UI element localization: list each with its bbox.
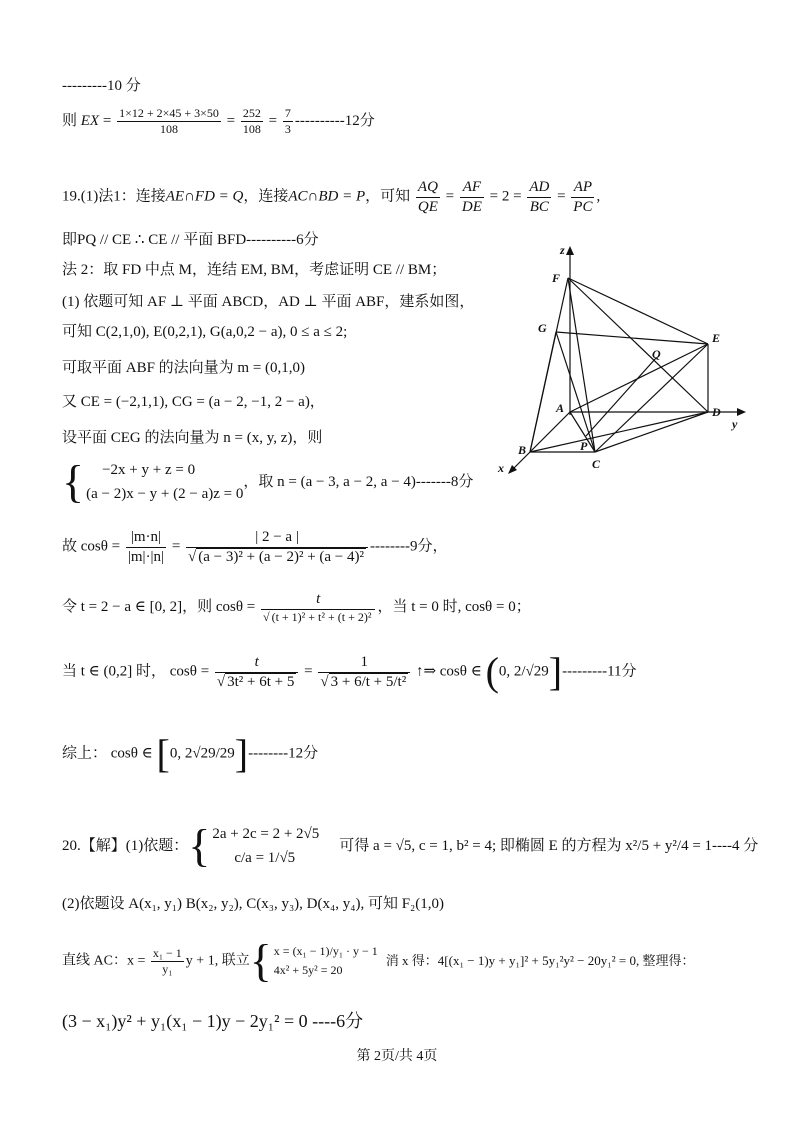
denominator: √ (a − 3)² + (a − 2)² + (a − 4)²	[186, 547, 368, 567]
numerator: |m·n|	[130, 529, 162, 545]
fraction	[117, 106, 221, 137]
score: --------9分，	[370, 538, 448, 555]
text: ↑⇒ cosθ ∈	[415, 663, 482, 680]
text: ，可知	[365, 188, 411, 205]
normal-m-line: 可取平面 ABF 的法向量为 m = (0,1,0)	[62, 360, 306, 376]
label-p: P	[580, 439, 588, 453]
coordinates-line: 可知 C(2,1,0), E(0,2,1), G(a,0,2 − a), 0 ≤ a ≤ 2;	[62, 324, 348, 340]
system	[86, 458, 243, 506]
fraction	[416, 178, 440, 217]
numerator: 252	[242, 106, 261, 120]
interval: 0, 2√29/29	[169, 745, 235, 762]
edge-bd	[530, 412, 708, 452]
score: --------12分	[248, 745, 319, 762]
numerator: t	[316, 591, 321, 607]
fraction	[151, 946, 184, 977]
text: ，连接	[243, 188, 289, 205]
label-q: Q	[652, 347, 661, 361]
denominator: √ (t + 1)² + t² + (t + 2)²	[261, 609, 375, 625]
edge-cd	[595, 412, 708, 452]
text: 20.【解】(1)依题：	[62, 837, 189, 854]
text: 直线 AC：x =	[62, 953, 146, 969]
numerator: AQ	[417, 179, 438, 195]
edge-fc	[568, 278, 595, 452]
label-d: D	[712, 405, 721, 419]
system	[212, 822, 319, 870]
equation: 4x² + 5y² = 20	[273, 963, 343, 977]
bracket: [	[156, 731, 170, 776]
radicand: (a − 3)² + (a − 2)² + (a − 4)²	[198, 548, 365, 565]
denominator: 108	[242, 122, 261, 136]
ellipse-equation: x²/5 + y²/4 = 1	[625, 837, 713, 854]
denominator: QE	[417, 198, 438, 215]
setup-line: (1) 依题可知 AF ⊥ 平面 ABCD，AD ⊥ 平面 ABF，建系如图，	[62, 294, 475, 310]
label-y: y	[732, 417, 738, 431]
points-line: (2)依题设 A(x₁, y₁) B(x₂, y₂), C(x₃, y₃), D(x₄, y₄), 可知 F₂(1,0)	[62, 896, 445, 912]
fraction	[527, 178, 551, 217]
text: 可得 a = √5, c = 1, b² = 4; 即椭圆 E 的方程为	[339, 837, 622, 854]
equation: x = (x₁ − 1)/y₁ · y − 1	[273, 943, 378, 958]
math: AC∩BD = P	[288, 188, 366, 205]
brace: {	[62, 456, 85, 507]
y-arrow	[737, 408, 746, 416]
system-line	[62, 458, 473, 506]
label-c: C	[592, 457, 601, 471]
x-axis	[512, 412, 570, 470]
bracket: (	[485, 649, 499, 694]
fraction	[215, 653, 299, 692]
page-footer: 第 2页/共 4页	[356, 1049, 438, 1064]
expectation-line: 则 EX = $\frac{1\times 12 + 2\times 45 + 3\times 50}{108}$ = $\frac{252}{108}$ = $\frac{7}{3}$ ----------12分	[62, 106, 375, 136]
label-b: B	[518, 443, 527, 457]
label-a: A	[556, 401, 565, 415]
denominator: 108	[117, 121, 221, 137]
equation: 2a + 2c = 2 + 2√5	[212, 826, 320, 842]
method2-line: 法 2：取 FD 中点 M，连结 EM, BM，考虑证明 CE // BM；	[62, 262, 447, 278]
brace: {	[249, 935, 272, 986]
denominator: PC	[573, 198, 593, 215]
text: 当 t ∈ (0,2] 时， cosθ =	[62, 663, 210, 680]
numerator: 7	[284, 106, 291, 120]
denominator: y₁	[151, 961, 184, 977]
denominator: 3	[284, 122, 291, 136]
numerator: AD	[529, 179, 550, 195]
radicand: 3 + 6/t + 5/t²	[330, 673, 407, 690]
range-line: 当 t ∈ (0,2] 时， cosθ = $\frac{t}{\text{√ 3t² + 6t + 5}}$ = $\frac{1}{\text{√ 3 + 6/t + 5/t²}}$ ↑⇒ cosθ ∈ (0, 2/√29]---------11分	[62, 649, 637, 694]
text: = 2 =	[489, 188, 522, 205]
denominator: DE	[461, 198, 482, 215]
numerator: x₁ − 1	[152, 945, 182, 960]
text: ，取 n = (a − 3, a − 2, a − 4)-------8分	[243, 473, 474, 490]
radicand: 3t² + 6t + 5	[227, 673, 295, 690]
numerator: AF	[462, 179, 482, 195]
fraction	[261, 590, 375, 625]
edge-ae	[570, 344, 708, 412]
edge-cg	[556, 332, 595, 452]
fraction	[571, 178, 594, 217]
edge-fd	[568, 278, 708, 412]
score: ----4 分	[712, 837, 759, 854]
math: AE∩FD = Q	[165, 188, 244, 205]
numerator: | 2 − a |	[255, 529, 299, 545]
score: ---------11分	[562, 663, 637, 680]
line-ac	[62, 935, 695, 986]
numerator: 1	[360, 653, 369, 670]
q19-method1-line: 19.(1)法1：连接AE∩FD = Q，连接AC∩BD = P，可知 $\frac{AQ}{QE}$ = $\frac{AF}{DE}$ = 2 = $\frac{AD}{BC}$ = $\frac{AP}{PC}$ ,	[62, 179, 601, 215]
text: 故 cosθ =	[62, 538, 121, 555]
text: 则	[62, 112, 81, 129]
edge-pq	[586, 358, 656, 436]
text: 令 t = 2 − a ∈ [0, 2]，则 cosθ =	[62, 598, 256, 615]
equation: c/a = 1/√5	[234, 850, 296, 866]
substitution-line	[62, 590, 531, 625]
fraction	[318, 653, 410, 692]
fraction	[241, 106, 263, 137]
brace: {	[188, 820, 211, 871]
text: ，当 t = 0 时, cosθ = 0；	[377, 598, 531, 615]
final-equation: (3 − x₁)y² + y₁(x₁ − 1)y − 2y₁² = 0 ----6分	[62, 1011, 364, 1031]
numerator: 1×12 + 2×45 + 3×50	[119, 106, 219, 120]
text: 综上： cosθ ∈	[62, 745, 153, 762]
numerator: AP	[573, 179, 593, 195]
score-line-10: ---------10 分	[62, 78, 141, 94]
system	[274, 942, 378, 980]
score: ----------12分	[294, 112, 375, 129]
parallel-conclusion: 即PQ // CE ∴ CE // 平面 BFD----------6分	[62, 232, 319, 248]
label-g: G	[538, 321, 547, 335]
equation: −2x + y + z = 0	[102, 462, 196, 478]
cos-line: 故 cosθ = $\frac{|m\cdot n|}{|m|\cdot|n|}$ = $\frac{| 2 - a |}{\text{√ (a − 3)² + (a − 2)² + (a − 4)²}}$ --------9分，	[62, 529, 448, 565]
z-arrow	[566, 246, 574, 255]
denominator: √ 3t² + 6t + 5	[215, 672, 299, 692]
label-x: x	[498, 461, 504, 475]
denominator: BC	[527, 197, 551, 217]
vectors-line: 又 CE = (−2,1,1), CG = (a − 2, −1, 2 − a)，	[62, 394, 325, 410]
bracket: ]	[548, 649, 563, 694]
normal-n-line: 设平面 CEG 的法向量为 n = (x, y, z)，则	[62, 430, 323, 446]
denominator: √ 3 + 6/t + 5/t²	[318, 672, 410, 692]
label-e: E	[712, 331, 721, 345]
text: 消 x 得：4[(x₁ − 1)y + y₁]² + 5y₁²y² − 20y₁² = 0, 整理得：	[385, 952, 695, 968]
fraction	[186, 528, 368, 567]
numerator: t	[254, 653, 259, 670]
fraction	[283, 106, 293, 137]
q20-line	[62, 822, 758, 870]
fraction	[126, 528, 166, 567]
fraction	[460, 178, 484, 217]
text: 19.(1)法1：连接	[62, 188, 166, 205]
summary-line	[62, 732, 318, 776]
edge-gb	[530, 332, 556, 452]
label-f: F	[552, 271, 561, 285]
geometry-figure	[490, 240, 760, 480]
label-z: z	[560, 243, 565, 257]
bracket: ]	[234, 731, 249, 776]
text: y + 1, 联立	[185, 953, 250, 969]
ex-symbol: EX	[80, 112, 100, 129]
equation: (a − 2)x − y + (2 − a)z = 0	[86, 486, 244, 502]
denominator: |m|·|n|	[127, 548, 165, 565]
interval: 0, 2/√29	[498, 663, 549, 680]
radicand: (t + 1)² + t² + (t + 2)²	[271, 609, 372, 624]
